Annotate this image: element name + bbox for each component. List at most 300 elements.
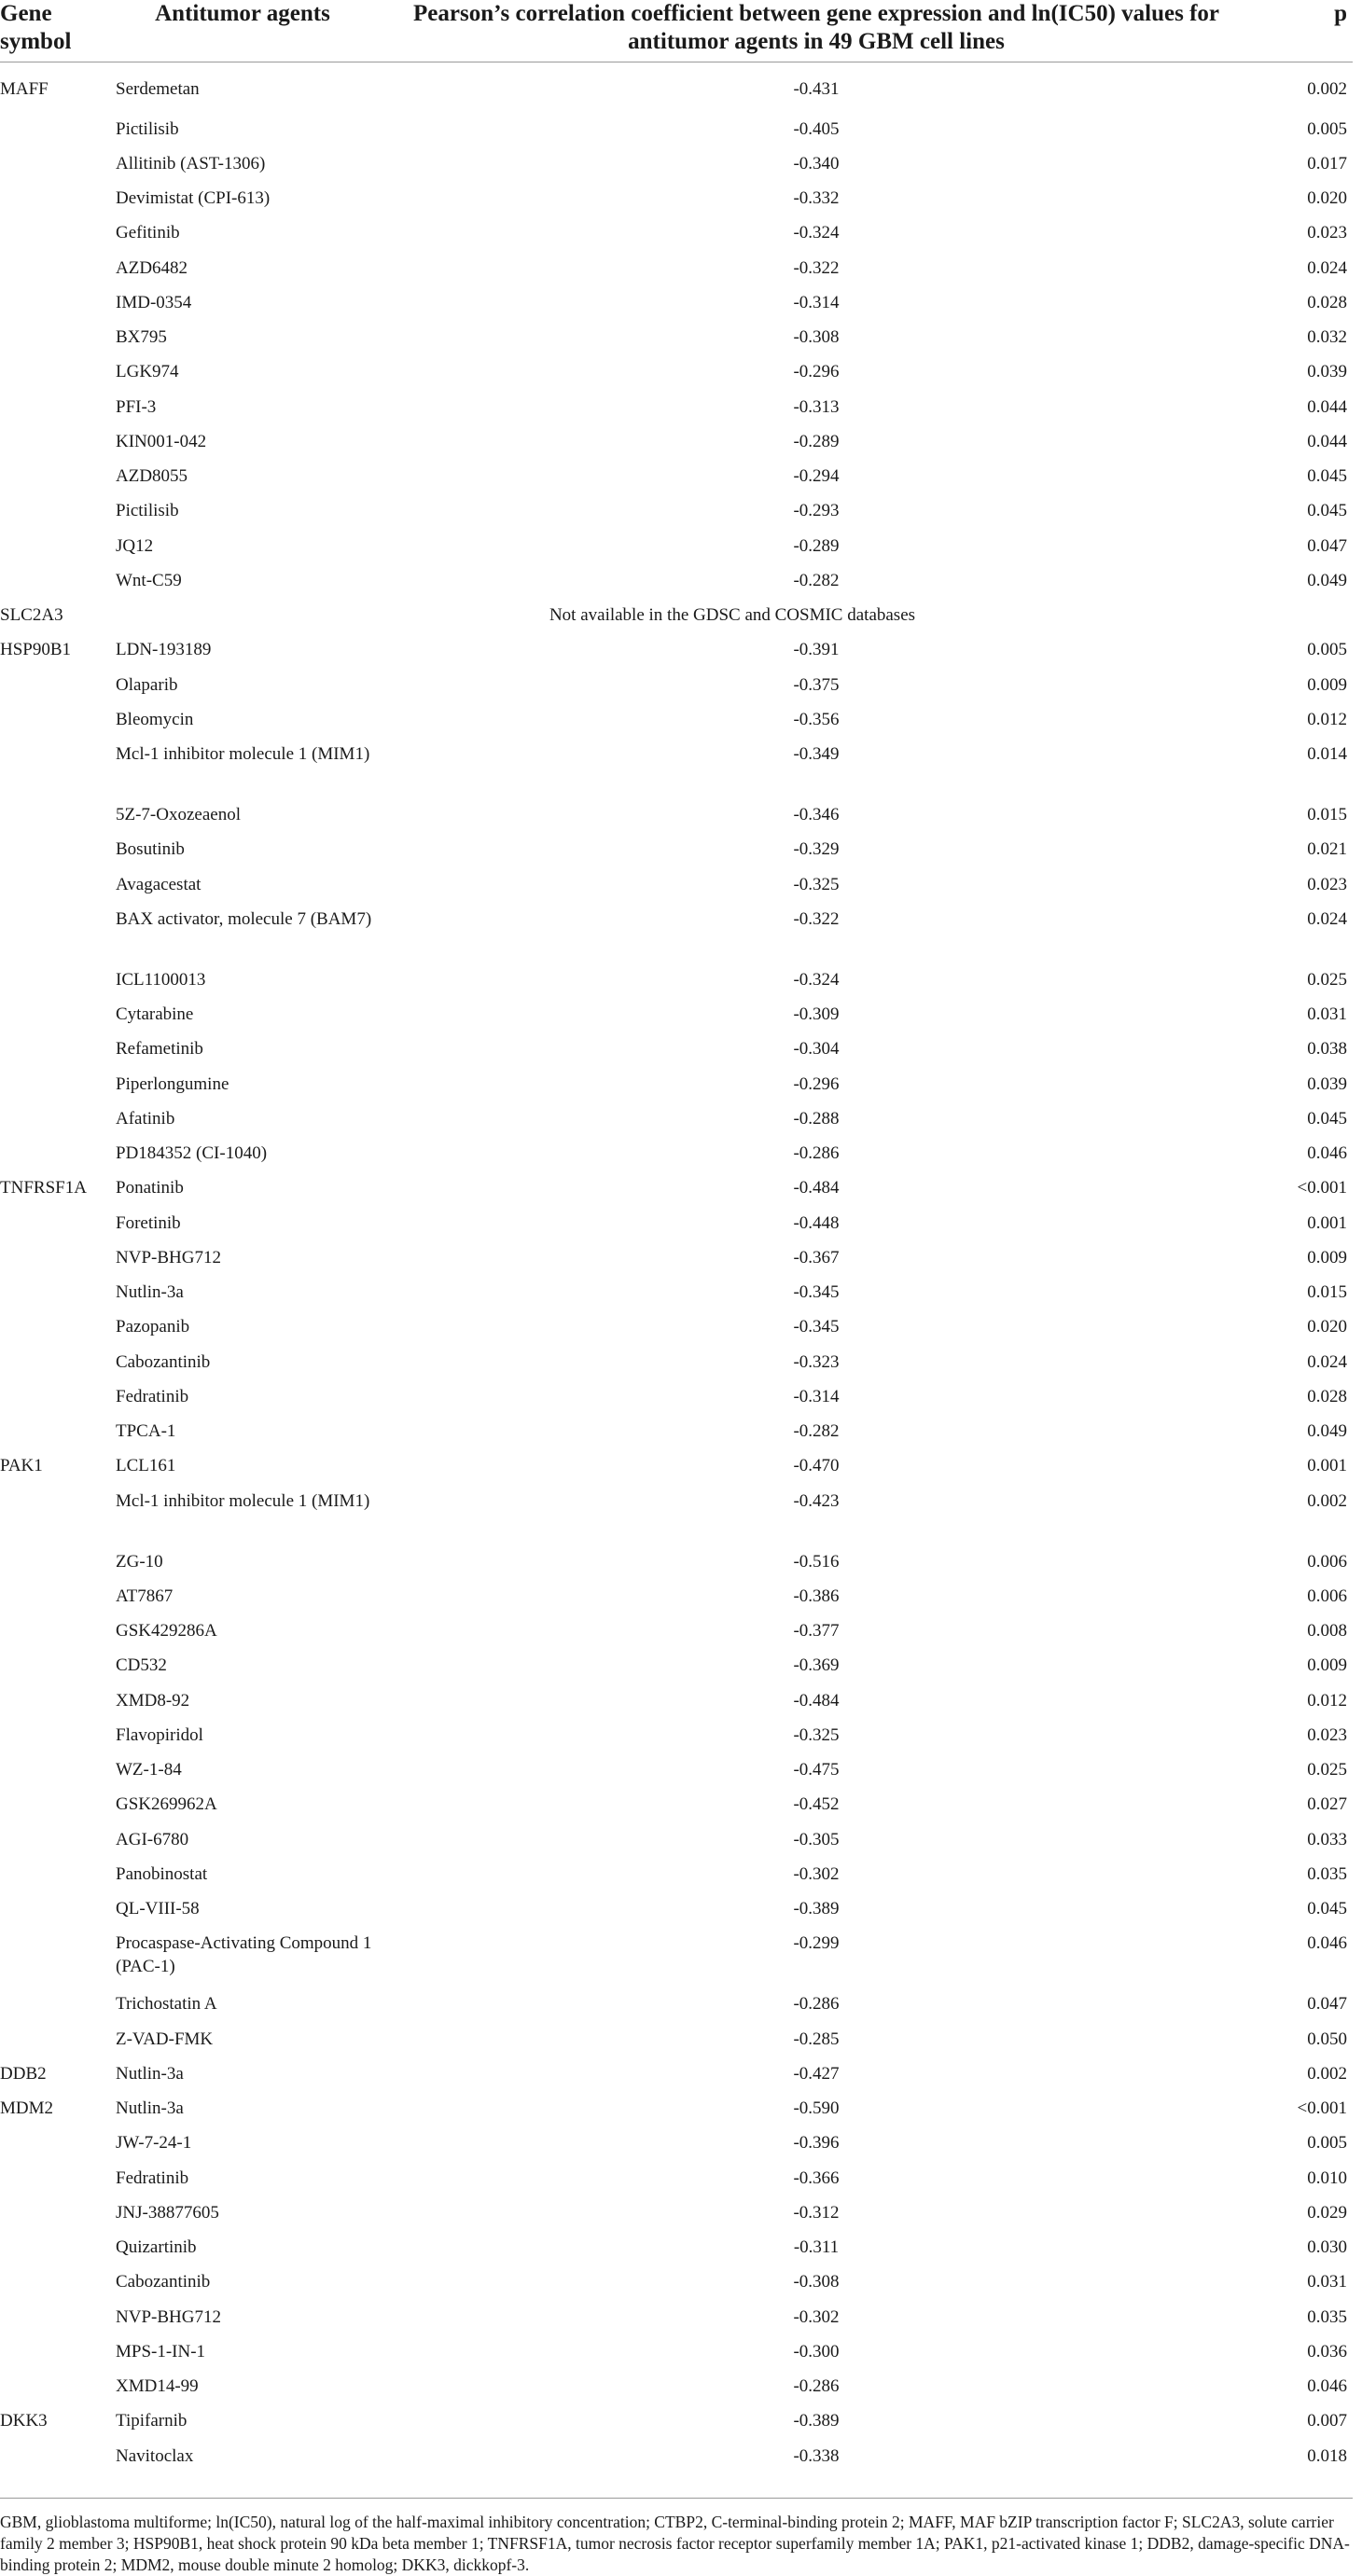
gene-symbol-cell: [0, 1484, 112, 1544]
header-p-value: p: [1259, 0, 1353, 62]
p-value-cell: 0.009: [1307, 674, 1347, 695]
antitumor-agent-cell: Bosutinib: [116, 839, 185, 860]
table-row: [0, 320, 1353, 354]
p-value-cell: 0.024: [1307, 1351, 1347, 1372]
p-value-cell: 0.002: [1307, 1490, 1347, 1511]
p-value-cell: 0.045: [1307, 1899, 1347, 1918]
table-row: [0, 1891, 1353, 1926]
correlation-coefficient-cell: -0.308: [793, 2272, 840, 2292]
gene-symbol-cell: [0, 2439, 112, 2473]
correlation-coefficient-cell: -0.305: [793, 1829, 840, 1849]
correlation-coefficient-cell: -0.313: [793, 396, 840, 417]
antitumor-agent-cell: NVP-BHG712: [116, 1247, 221, 1267]
table-row: [0, 1101, 1353, 1136]
table-row: [0, 563, 1353, 598]
antitumor-agent-cell: PD184352 (CI-1040): [116, 1143, 268, 1163]
gene-symbol-cell: [0, 1718, 112, 1752]
gene-symbol-cell: [0, 1206, 112, 1240]
p-value-cell: 0.030: [1307, 2237, 1347, 2257]
correlation-coefficient-cell: -0.308: [793, 327, 840, 347]
correlation-coefficient-cell: -0.367: [793, 1247, 840, 1267]
antitumor-agent-cell: Mcl-1 inhibitor molecule 1 (MIM1): [116, 1490, 370, 1511]
table-row: [0, 1206, 1353, 1240]
table-row: [0, 2264, 1353, 2299]
table-row: [0, 285, 1353, 320]
gene-symbol-cell: [0, 1822, 112, 1857]
antitumor-agent-cell: Quizartinib: [116, 2237, 197, 2257]
table-row: [0, 62, 1353, 112]
antitumor-agent-cell: Avagacestat: [116, 874, 202, 894]
p-value-cell: 0.025: [1307, 969, 1347, 990]
p-value-cell: 0.046: [1307, 2376, 1347, 2396]
gene-symbol-cell: [0, 563, 112, 598]
antitumor-agent-cell: LCL161: [116, 1456, 176, 1476]
antitumor-agent-cell: Olaparib: [116, 674, 178, 695]
antitumor-agent-cell: Panobinostat: [116, 1863, 208, 1884]
antitumor-agent-cell: Cabozantinib: [116, 1351, 211, 1372]
correlation-coefficient-cell: -0.299: [793, 1933, 840, 1954]
antitumor-agent-cell: PFI-3: [116, 396, 157, 417]
correlation-coefficient-cell: -0.282: [793, 570, 840, 590]
antitumor-agent-cell: XMD8-92: [116, 1690, 190, 1710]
header-pearson-coefficient: Pearson’s correlation coefficient between gene expression and ln(IC50) values for antitumor agents in 49 GBM cell lines: [373, 0, 1259, 62]
table-row: [0, 112, 1353, 146]
gene-symbol-cell: [0, 2264, 112, 2299]
gene-symbol-cell: [0, 1613, 112, 1648]
p-value-cell: 0.024: [1307, 257, 1347, 278]
p-value-cell: 0.046: [1307, 1143, 1347, 1163]
correlation-coefficient-cell: -0.304: [793, 1039, 840, 1059]
table-header: [0, 0, 1353, 62]
table-row: [0, 1379, 1353, 1414]
antitumor-agent-cell: Bleomycin: [116, 709, 194, 729]
antitumor-agent-cell: Devimistat (CPI-613): [116, 188, 271, 208]
gene-symbol-cell: [0, 493, 112, 528]
correlation-coefficient-cell: -0.302: [793, 1863, 840, 1884]
table-row: [0, 2161, 1353, 2195]
antitumor-agent-cell: Afatinib: [116, 1108, 175, 1129]
p-value-cell: 0.031: [1307, 1004, 1347, 1024]
correlation-coefficient-cell: -0.448: [793, 1212, 840, 1233]
gene-symbol-cell: DDB2: [0, 2063, 47, 2084]
table-row: [0, 702, 1353, 737]
table-row: [0, 1683, 1353, 1718]
p-value-cell: 0.032: [1307, 327, 1347, 347]
correlation-coefficient-cell: -0.289: [793, 535, 840, 556]
p-value-cell: 0.036: [1307, 2341, 1347, 2361]
p-value-cell: 0.049: [1307, 570, 1347, 590]
antitumor-agent-cell: Pazopanib: [116, 1317, 190, 1337]
correlation-coefficient-cell: -0.325: [793, 874, 840, 894]
gene-symbol-cell: [0, 867, 112, 902]
p-value-cell: 0.012: [1307, 709, 1347, 729]
gene-symbol-cell: [0, 1891, 112, 1926]
p-value-cell: 0.029: [1307, 2202, 1347, 2223]
correlation-coefficient-cell: -0.322: [793, 908, 840, 929]
p-value-cell: 0.007: [1307, 2411, 1347, 2431]
gene-symbol-cell: [0, 1309, 112, 1344]
antitumor-agent-cell: IMD-0354: [116, 292, 192, 312]
antitumor-agent-cell: Cabozantinib: [116, 2272, 211, 2292]
p-value-cell: <0.001: [1297, 2098, 1347, 2118]
table-row: [0, 2230, 1353, 2264]
antitumor-agent-cell: Mcl-1 inhibitor molecule 1 (MIM1): [116, 744, 370, 764]
correlation-coefficient-cell: -0.285: [793, 2029, 840, 2049]
correlation-coefficient-cell: -0.484: [793, 1690, 840, 1710]
gene-symbol-cell: [0, 2022, 112, 2057]
antitumor-agent-cell: TPCA-1: [116, 1421, 176, 1441]
antitumor-agent-cell: AT7867: [116, 1586, 174, 1606]
correlation-coefficient-cell: -0.345: [793, 1317, 840, 1337]
p-value-cell: 0.002: [1307, 79, 1347, 99]
table-row: [0, 529, 1353, 563]
p-value-cell: 0.017: [1307, 153, 1347, 173]
p-value-cell: 0.044: [1307, 396, 1347, 417]
p-value-cell: 0.047: [1307, 535, 1347, 556]
antitumor-agent-cell: AZD6482: [116, 257, 188, 278]
correlation-coefficient-cell: -0.396: [793, 2133, 840, 2154]
correlation-coefficient-cell: -0.314: [793, 292, 840, 312]
gene-symbol-cell: [0, 902, 112, 963]
table-footnote: GBM, glioblastoma multiforme; ln(IC50), natural log of the half-maximal inhibitory concentration; CTBP2, C-terminal-binding protein 2; MAFF, MAF bZIP transcription factor F; SLC2A3, solute carrier family 2 member 3; HSP90B1, heat shock protein 90 kDa beta member 1; TNFRSF1A, tumor necrosis factor receptor superfamily member 1A; PAK1, p21-activated kinase 1; DDB2, damage-specific DNA-binding protein 2; MDM2, mouse double minute 2 homolog; DKK3, dickkopf-3.: [0, 2498, 1353, 2576]
gene-symbol-cell: [0, 1857, 112, 1891]
p-value-cell: 0.039: [1307, 1073, 1347, 1094]
p-value-cell: 0.023: [1307, 874, 1347, 894]
table-row: [0, 867, 1353, 902]
p-value-cell: <0.001: [1297, 1178, 1347, 1198]
gene-symbol-cell: [0, 2161, 112, 2195]
correlation-coefficient-cell: -0.296: [793, 362, 840, 382]
gene-symbol-cell: [0, 2369, 112, 2403]
table-row: [0, 2057, 1353, 2091]
p-value-cell: 0.015: [1307, 805, 1347, 824]
correlation-coefficient-cell: -0.324: [793, 969, 840, 990]
antitumor-agent-cell: Flavopiridol: [116, 1724, 203, 1745]
gene-symbol-cell: SLC2A3: [0, 605, 63, 625]
table-row: [0, 668, 1353, 702]
table-row: [0, 493, 1353, 528]
correlation-coefficient-cell: -0.329: [793, 839, 840, 860]
p-value-cell: 0.023: [1307, 223, 1347, 243]
antitumor-agent-cell: Nutlin-3a: [116, 2063, 184, 2084]
table-row: [0, 1275, 1353, 1309]
p-value-cell: 0.038: [1307, 1039, 1347, 1059]
table-row: [0, 902, 1353, 963]
correlation-coefficient-cell: -0.340: [793, 153, 840, 173]
gene-symbol-cell: MAFF: [0, 79, 49, 99]
correlation-coefficient-cell: -0.377: [793, 1621, 840, 1641]
correlation-coefficient-cell: -0.322: [793, 257, 840, 278]
p-value-cell: 0.021: [1307, 839, 1347, 860]
table-row: [0, 1414, 1353, 1448]
antitumor-agent-cell: CD532: [116, 1655, 167, 1676]
p-value-cell: 0.006: [1307, 1551, 1347, 1572]
table-row: [0, 390, 1353, 424]
p-value-cell: 0.005: [1307, 2133, 1347, 2154]
antitumor-agent-cell: Navitoclax: [116, 2445, 194, 2466]
p-value-cell: 0.010: [1307, 2167, 1347, 2188]
gene-symbol-cell: [0, 668, 112, 702]
correlation-coefficient-cell: -0.366: [793, 2167, 840, 2188]
antitumor-agent-cell: Gefitinib: [116, 223, 180, 243]
correlation-coefficient-cell: -0.309: [793, 1004, 840, 1024]
antitumor-agent-cell: Fedratinib: [116, 2167, 189, 2188]
correlation-coefficient-cell: -0.349: [793, 744, 840, 764]
gene-symbol-cell: [0, 1275, 112, 1309]
table-row: [0, 797, 1353, 832]
gene-symbol-cell: [0, 1240, 112, 1275]
table-row: [0, 963, 1353, 997]
table-row: [0, 1718, 1353, 1752]
table-row: [0, 1136, 1353, 1170]
p-value-cell: 0.035: [1307, 1863, 1347, 1884]
gene-symbol-cell: [0, 215, 112, 250]
correlation-coefficient-cell: -0.389: [793, 1899, 840, 1918]
antitumor-agent-cell: Piperlongumine: [116, 1073, 229, 1094]
gene-symbol-cell: [0, 1683, 112, 1718]
p-value-cell: 0.028: [1307, 1386, 1347, 1406]
correlation-coefficient-cell: -0.375: [793, 674, 840, 695]
p-value-cell: 0.008: [1307, 1621, 1347, 1641]
gene-symbol-cell: [0, 1926, 112, 1987]
gene-symbol-cell: [0, 1544, 112, 1579]
antitumor-agent-cell: Foretinib: [116, 1212, 181, 1233]
table-row: [0, 1613, 1353, 1648]
p-value-cell: 0.001: [1307, 1212, 1347, 1233]
table-row: [0, 1544, 1353, 1579]
table-row: [0, 181, 1353, 215]
gene-symbol-cell: [0, 737, 112, 797]
table-row: [0, 2022, 1353, 2057]
correlation-coefficient-cell: -0.338: [793, 2445, 840, 2466]
correlation-coefficient-cell: -0.296: [793, 1073, 840, 1094]
correlation-coefficient-cell: -0.294: [793, 466, 840, 486]
gene-symbol-cell: [0, 1379, 112, 1414]
p-value-cell: 0.005: [1307, 640, 1347, 660]
p-value-cell: 0.006: [1307, 1586, 1347, 1606]
table-row: [0, 2369, 1353, 2403]
antitumor-agent-cell: Z-VAD-FMK: [116, 2029, 214, 2049]
antitumor-agent-cell: Tipifarnib: [116, 2411, 188, 2431]
correlation-coefficient-cell: -0.452: [793, 1794, 840, 1815]
p-value-cell: 0.025: [1307, 1760, 1347, 1780]
antitumor-agent-cell: Procaspase-Activating Compound 1 (PAC-1): [116, 1933, 372, 1977]
correlation-coefficient-cell: -0.345: [793, 1282, 840, 1302]
gene-symbol-cell: [0, 797, 112, 832]
table-row: [0, 1067, 1353, 1101]
table-row: [0, 1987, 1353, 2021]
antitumor-agent-cell: KIN001-042: [116, 431, 207, 451]
p-value-cell: 0.023: [1307, 1724, 1347, 1745]
correlation-coefficient-cell: -0.356: [793, 709, 840, 729]
antitumor-agent-cell: AGI-6780: [116, 1829, 189, 1849]
antitumor-agent-cell: GSK429286A: [116, 1621, 217, 1641]
antitumor-agent-cell: AZD8055: [116, 466, 188, 486]
correlation-coefficient-cell: -0.314: [793, 1386, 840, 1406]
table-row: [0, 737, 1353, 797]
antitumor-agent-cell: Serdemetan: [116, 79, 200, 99]
gene-symbol-cell: [0, 2334, 112, 2369]
gene-symbol-cell: [0, 1414, 112, 1448]
gene-symbol-cell: [0, 1987, 112, 2021]
gene-symbol-cell: [0, 285, 112, 320]
p-value-cell: 0.001: [1307, 1456, 1347, 1476]
correlation-coefficient-cell: -0.289: [793, 431, 840, 451]
antitumor-agent-cell: LGK974: [116, 362, 179, 382]
table-row: [0, 598, 1353, 632]
gene-symbol-cell: [0, 1579, 112, 1613]
gene-symbol-cell: [0, 832, 112, 866]
antitumor-agent-cell: MPS-1-IN-1: [116, 2341, 206, 2361]
p-value-cell: 0.045: [1307, 501, 1347, 521]
gene-symbol-cell: [0, 320, 112, 354]
gene-symbol-cell: [0, 1136, 112, 1170]
antitumor-agent-cell: QL-VIII-58: [116, 1899, 200, 1918]
p-value-cell: 0.012: [1307, 1690, 1347, 1710]
correlation-coefficient-cell: -0.312: [793, 2202, 840, 2223]
gene-symbol-cell: [0, 702, 112, 737]
table-row: [0, 632, 1353, 667]
table-row: [0, 1170, 1353, 1205]
table-row: [0, 251, 1353, 285]
p-value-cell: 0.044: [1307, 431, 1347, 451]
table-row: [0, 1309, 1353, 1344]
antitumor-agent-cell: Ponatinib: [116, 1178, 184, 1198]
correlation-coefficient-cell: -0.300: [793, 2341, 840, 2361]
gene-symbol-cell: [0, 2195, 112, 2230]
p-value-cell: 0.033: [1307, 1829, 1347, 1849]
correlation-coefficient-cell: -0.324: [793, 223, 840, 243]
p-value-cell: 0.020: [1307, 1317, 1347, 1337]
correlation-coefficient-cell: -0.369: [793, 1655, 840, 1676]
p-value-cell: 0.045: [1307, 1108, 1347, 1129]
antitumor-agent-cell: Nutlin-3a: [116, 2098, 184, 2118]
correlation-coefficient-cell: -0.470: [793, 1456, 840, 1476]
p-value-cell: 0.009: [1307, 1655, 1347, 1676]
antitumor-agent-cell: Pictilisib: [116, 501, 179, 521]
table-row: [0, 215, 1353, 250]
table-row: [0, 1822, 1353, 1857]
table-row: [0, 1345, 1353, 1379]
gene-symbol-cell: [0, 963, 112, 997]
gene-symbol-cell: [0, 424, 112, 459]
header-antitumor-agents: Antitumor agents: [112, 0, 373, 62]
header-row: [0, 0, 1353, 62]
gene-symbol-cell: [0, 1752, 112, 1787]
p-value-cell: 0.015: [1307, 1282, 1347, 1302]
header-gene-symbol: Gene symbol: [0, 0, 112, 62]
correlation-coefficient-cell: -0.311: [793, 2237, 840, 2257]
correlation-coefficient-cell: -0.332: [793, 188, 840, 208]
gene-symbol-cell: [0, 112, 112, 146]
gene-symbol-cell: MDM2: [0, 2098, 54, 2118]
antitumor-agent-cell: XMD14-99: [116, 2376, 199, 2396]
antitumor-agent-cell: 5Z-7-Oxozeaenol: [116, 805, 241, 824]
p-value-cell: 0.046: [1307, 1933, 1347, 1954]
table-row: [0, 146, 1353, 181]
correlation-coefficient-cell: -0.286: [793, 1994, 840, 2015]
p-value-cell: 0.027: [1307, 1794, 1347, 1815]
p-value-cell: 0.050: [1307, 2029, 1347, 2049]
gene-symbol-cell: [0, 1032, 112, 1066]
correlation-coefficient-cell: -0.431: [793, 79, 840, 99]
table-row: [0, 459, 1353, 493]
gene-symbol-cell: PAK1: [0, 1456, 43, 1476]
antitumor-agent-cell: Pictilisib: [116, 118, 179, 139]
gene-symbol-cell: [0, 2230, 112, 2264]
p-value-cell: 0.002: [1307, 2063, 1347, 2084]
antitumor-agent-cell: Trichostatin A: [116, 1994, 217, 2015]
correlation-coefficient-cell: -0.346: [793, 805, 840, 824]
correlation-coefficient-cell: -0.389: [793, 2411, 840, 2431]
p-value-cell: 0.028: [1307, 292, 1347, 312]
table-row: [0, 1857, 1353, 1891]
correlation-coefficient-cell: -0.286: [793, 2376, 840, 2396]
gene-symbol-cell: [0, 251, 112, 285]
table-row: [0, 832, 1353, 866]
antitumor-agent-cell: LDN-193189: [116, 640, 212, 660]
antitumor-agent-cell: GSK269962A: [116, 1794, 217, 1815]
table-row: [0, 997, 1353, 1032]
gene-symbol-cell: [0, 1067, 112, 1101]
not-available-cell: Not available in the GDSC and COSMIC databases: [549, 605, 916, 625]
gene-symbol-cell: [0, 146, 112, 181]
p-value-cell: 0.047: [1307, 1994, 1347, 2015]
correlation-coefficient-cell: -0.427: [793, 2063, 840, 2084]
p-value-cell: 0.049: [1307, 1421, 1347, 1441]
p-value-cell: 0.009: [1307, 1247, 1347, 1267]
table-row: [0, 354, 1353, 389]
antitumor-agent-cell: Refametinib: [116, 1039, 203, 1059]
table-row: [0, 1752, 1353, 1787]
antitumor-agent-cell: NVP-BHG712: [116, 2306, 221, 2327]
antitumor-agent-cell: ICL1100013: [116, 969, 206, 990]
table-row: [0, 1648, 1353, 1683]
table-row: [0, 2126, 1353, 2160]
table-row: [0, 1579, 1353, 1613]
p-value-cell: 0.020: [1307, 188, 1347, 208]
p-value-cell: 0.039: [1307, 362, 1347, 382]
p-value-cell: 0.005: [1307, 118, 1347, 139]
antitumor-agent-cell: JW-7-24-1: [116, 2133, 192, 2154]
gene-symbol-cell: [0, 1101, 112, 1136]
table-row: [0, 1484, 1353, 1544]
p-value-cell: 0.018: [1307, 2445, 1347, 2466]
table-row: [0, 2195, 1353, 2230]
table-row: [0, 424, 1353, 459]
p-value-cell: 0.014: [1307, 744, 1347, 764]
gene-symbol-cell: [0, 997, 112, 1032]
p-value-cell: 0.031: [1307, 2272, 1347, 2292]
p-value-cell: 0.024: [1307, 908, 1347, 929]
gene-symbol-cell: [0, 181, 112, 215]
correlation-coefficient-cell: -0.423: [793, 1490, 840, 1511]
correlation-coefficient-cell: -0.516: [793, 1551, 840, 1572]
table-row: [0, 1787, 1353, 1821]
antitumor-agent-cell: JNJ-38877605: [116, 2202, 219, 2223]
antitumor-agent-cell: Allitinib (AST-1306): [116, 153, 266, 173]
antitumor-agent-cell: JQ12: [116, 535, 154, 556]
table-row: [0, 2334, 1353, 2369]
correlation-coefficient-cell: -0.323: [793, 1351, 840, 1372]
correlation-coefficient-cell: -0.391: [793, 640, 840, 660]
correlation-coefficient-cell: -0.484: [793, 1178, 840, 1198]
p-value-cell: 0.045: [1307, 466, 1347, 486]
gene-symbol-cell: DKK3: [0, 2411, 48, 2431]
table-row: [0, 2403, 1353, 2438]
gene-symbol-cell: [0, 459, 112, 493]
table-body: [0, 62, 1353, 2473]
